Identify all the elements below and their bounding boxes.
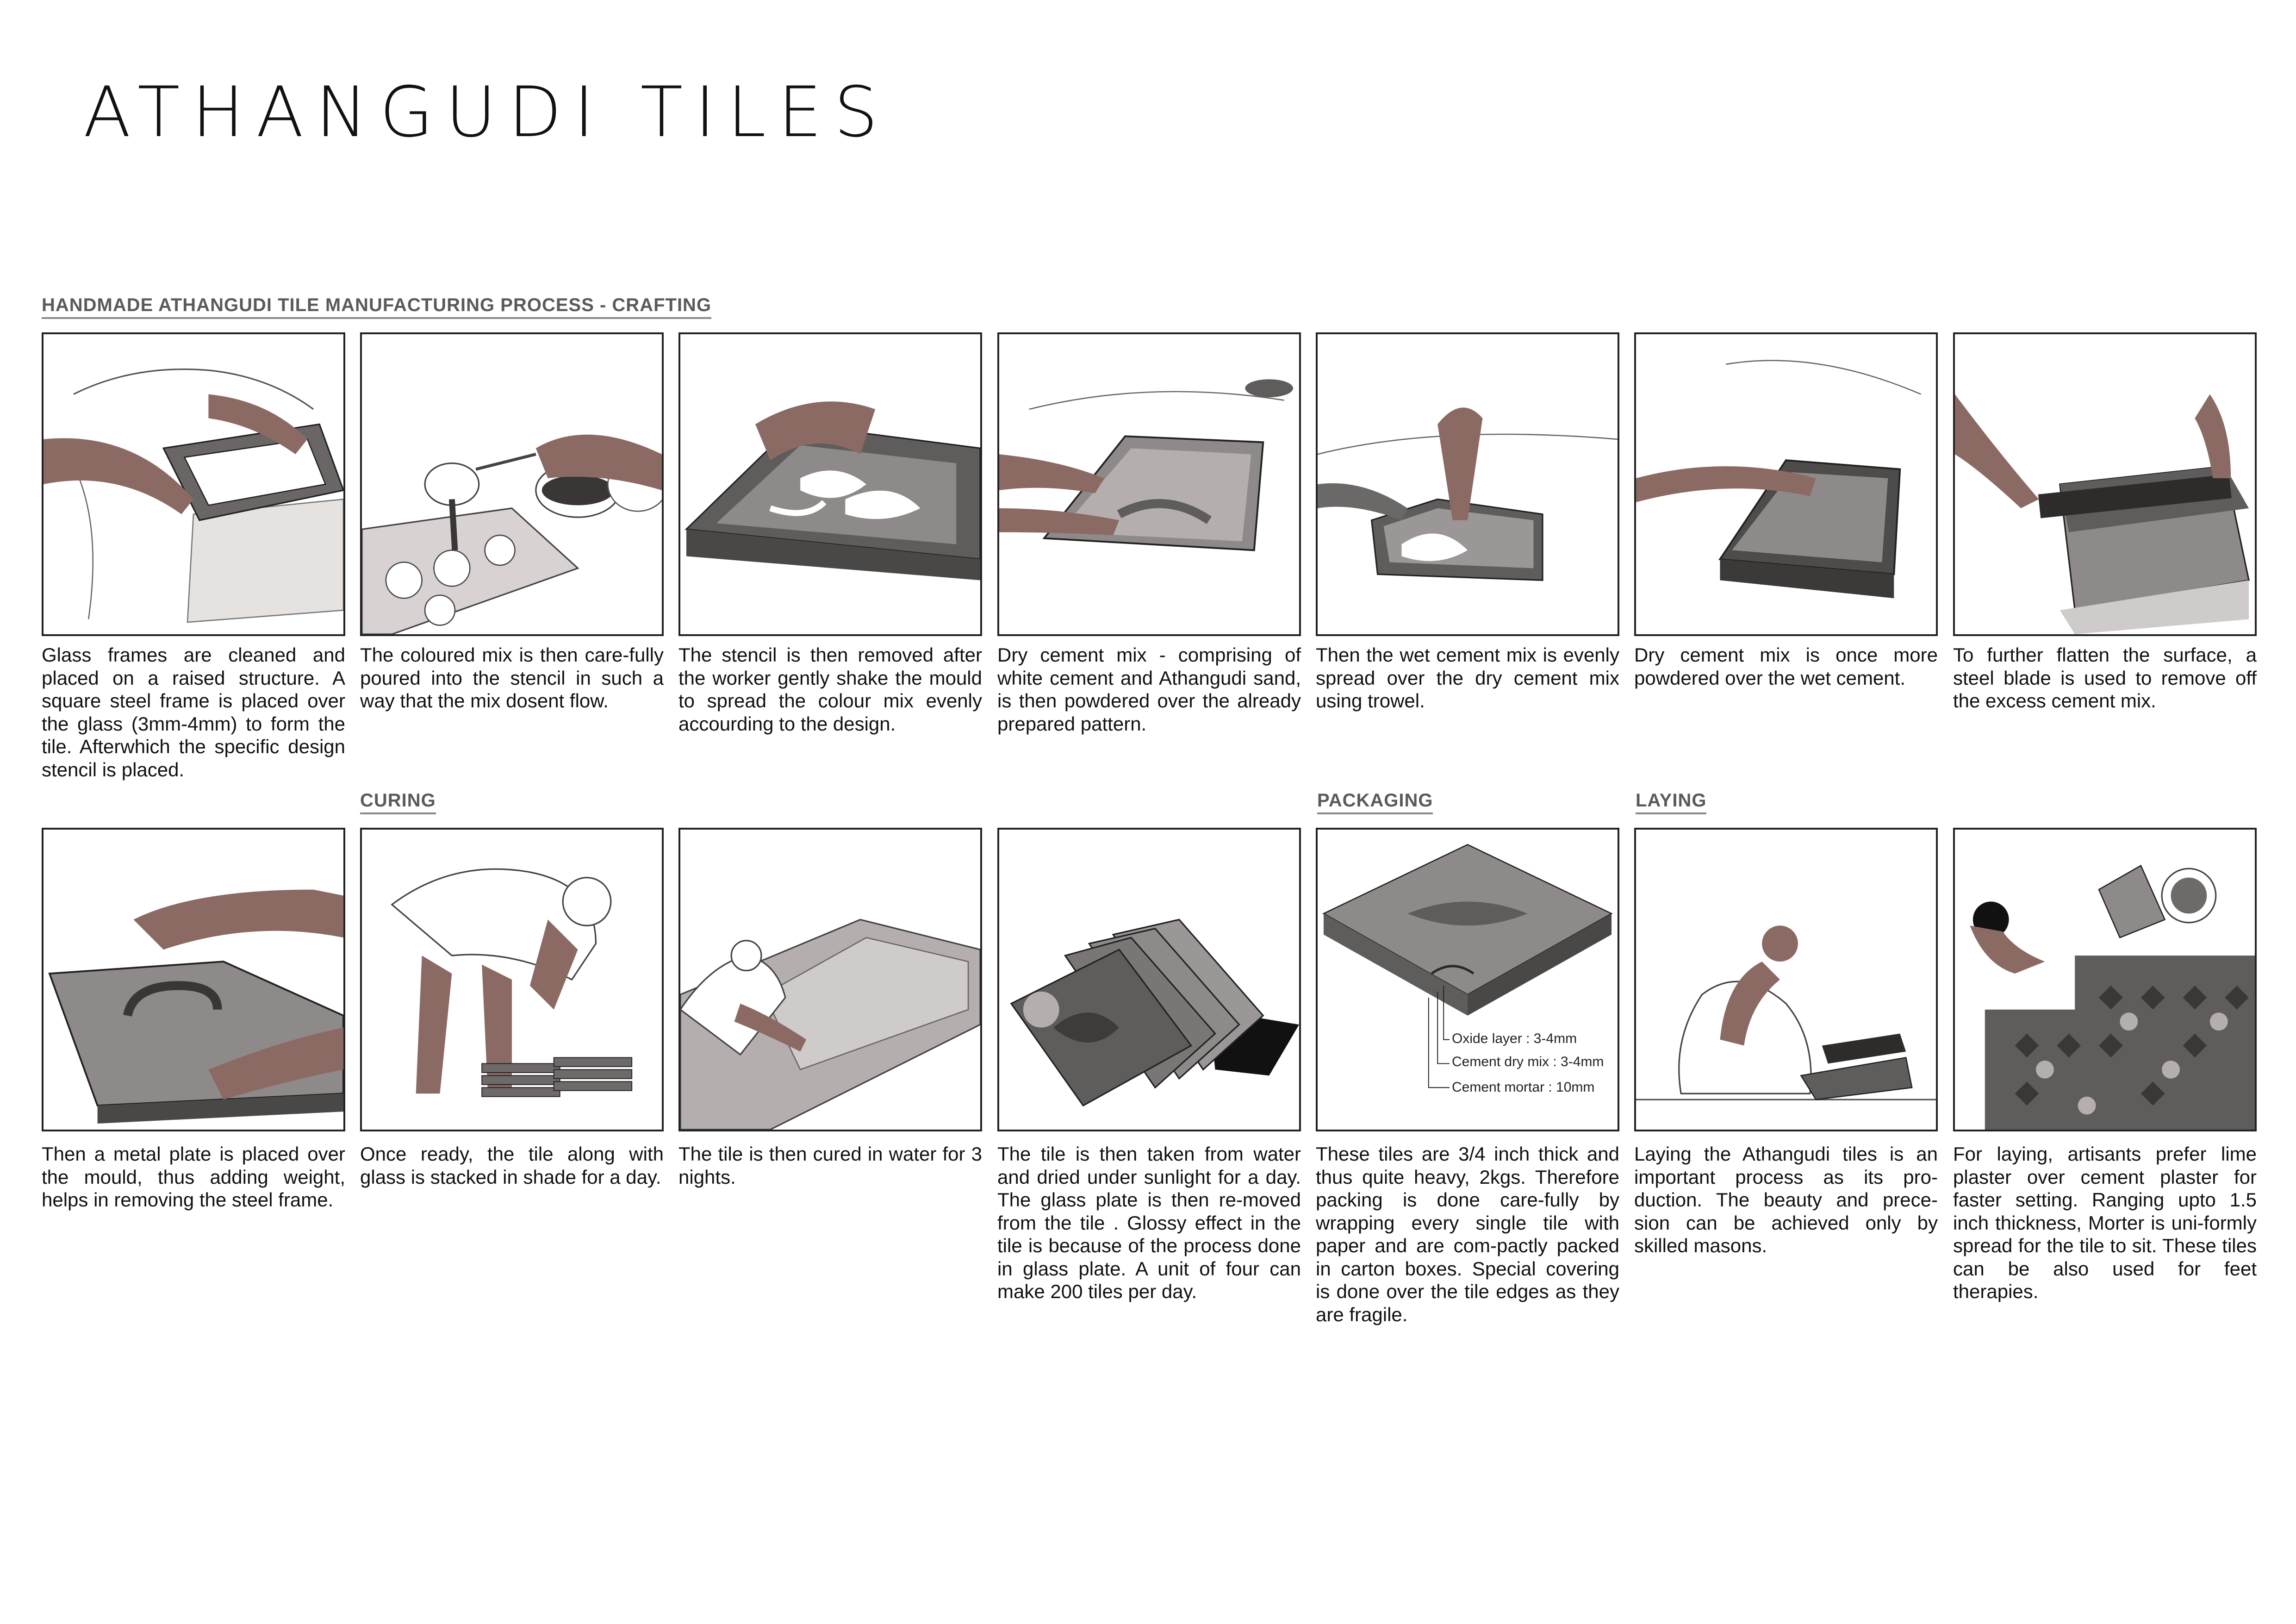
illustration-drying-tiles xyxy=(997,828,1301,1131)
step-caption: Then a metal plate is placed over the mould, thus adding weight, helps in removing the steel frame. xyxy=(42,1143,345,1211)
page-title: ATHANGUDI TILES xyxy=(83,72,890,153)
step-caption: Dry cement mix is once more powdered over the wet cement. xyxy=(1634,644,1938,689)
section-heading-packaging: PACKAGING xyxy=(1317,790,1433,814)
oxide-layer-label: Oxide layer : 3-4mm xyxy=(1452,1031,1577,1046)
step-caption: The tile is then cured in water for 3 nights. xyxy=(678,1143,982,1188)
step-caption: Glass frames are cleaned and placed on a raised structure. A square steel frame is placed over the glass (3mm-4mm) to form the tile. Afterwhich the specific design stencil is placed. xyxy=(42,644,345,781)
illustration-flattening-with-blade xyxy=(1953,332,2257,636)
illustration-curing-in-water xyxy=(678,828,982,1131)
illustration-powdering-dry-cement xyxy=(997,332,1301,636)
step-caption: The coloured mix is then care-fully poured into the stencil in such a way that the mix dosent flow. xyxy=(360,644,664,712)
step-caption: Dry cement mix - comprising of white cement and Athangudi sand, is then powdered over the already prepared pattern. xyxy=(997,644,1301,735)
section-heading-laying: LAYING xyxy=(1636,790,1706,814)
illustration-stacking-tiles xyxy=(360,828,664,1131)
step-caption: The stencil is then removed after the worker gently shake the mould to spread the colour mix evenly accourding to the design. xyxy=(678,644,982,735)
step-caption: For laying, artisants prefer lime plaster over cement plaster for faster setting. Ranging upto 1.5 inch thickness, Morter is uni-formly spread for the tile to sit. These tiles can be also used for feet therapies. xyxy=(1953,1143,2257,1302)
step-caption: The tile is then taken from water and dried under sunlight for a day. The glass plate is then re-moved from the tile . Glossy effect in the tile is because of the process done in glass plate. A unit of four can make 200 tiles per day. xyxy=(997,1143,1301,1302)
section-heading-curing: CURING xyxy=(360,790,436,814)
illustration-metal-plate xyxy=(42,828,345,1131)
mortar-layer-label: Cement mortar : 10mm xyxy=(1452,1080,1595,1095)
illustration-cleaning-glass-frame xyxy=(42,332,345,636)
dry-mix-layer-label: Cement dry mix : 3-4mm xyxy=(1452,1054,1604,1069)
step-caption: Laying the Athangudi tiles is an important process as its pro-duction. The beauty and prece-sion can be achieved only by skilled masons. xyxy=(1634,1143,1938,1256)
illustration-laid-floor xyxy=(1953,828,2257,1131)
illustration-pouring-colour-mix xyxy=(360,332,664,636)
step-caption: These tiles are 3/4 inch thick and thus quite heavy, 2kgs. Therefore packing is done care-fully by wrapping every single tile with paper and are com-pactly packed in carton boxes. Special covering is done over the tile edges as they are fragile. xyxy=(1316,1143,1619,1325)
illustration-powdering-again xyxy=(1634,332,1938,636)
step-caption: Then the wet cement mix is evenly spread over the dry cement mix using trowel. xyxy=(1316,644,1619,712)
step-caption: Once ready, the tile along with glass is stacked in shade for a day. xyxy=(360,1143,664,1188)
illustration-tile-layers xyxy=(1316,828,1619,1131)
illustration-mason-laying xyxy=(1634,828,1938,1131)
section-heading-crafting: HANDMADE ATHANGUDI TILE MANUFACTURING PROCESS - CRAFTING xyxy=(42,295,711,319)
illustration-spreading-wet-cement xyxy=(1316,332,1619,636)
illustration-removing-stencil xyxy=(678,332,982,636)
step-caption: To further flatten the surface, a steel blade is used to remove off the excess cement mix. xyxy=(1953,644,2257,712)
